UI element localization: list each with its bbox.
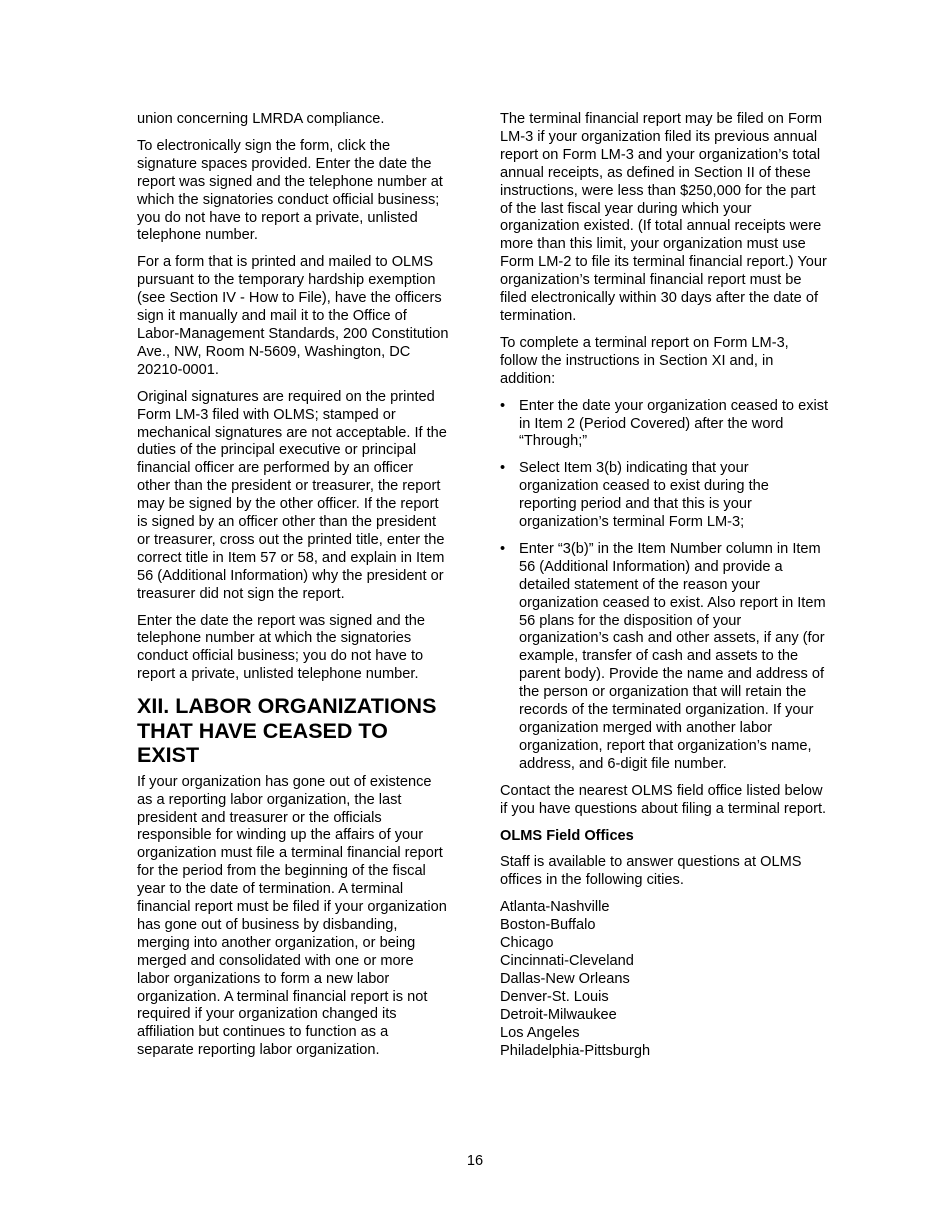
paragraph-field-offices-intro: Staff is available to answer questions at OLMS offices in the following cities. [500, 854, 802, 889]
right-column [500, 111, 830, 1060]
paragraph-lmrda-compliance: union concerning LMRDA compliance. [137, 111, 385, 127]
list-item: • Enter “3(b)” in the Item Number column in Item 56 (Additional Information) and provide a detailed statement of the reason your organization ceased to exist. Also report in Item 56 plans for the disposition of your organization’s cash and other assets, if any (for example, transfer of cash and assets to the parent body). Provide the name and address of the person or organization that will retain the records of the terminated organization. If your organization merged with another labor organization, report that organization’s name, address, and 6-digit file number. [500, 541, 830, 774]
paragraph-electronic-signature: To electronically sign the form, click the signature spaces provided. Enter the date the report was signed and the telephone number at which the signatories conduct official business; you do not have to report a private, unlisted telephone number. [137, 137, 443, 244]
city-item: Atlanta-Nashville [500, 899, 610, 916]
paragraph-original-signatures: Original signatures are required on the printed Form LM-3 filed with OLMS; stamped or mechanical signatures are not acceptable. If the duties of the principal executive or principal financial officer are performed by an officer other than the president or treasurer, the report may be signed by the other officer. If the report is signed by an officer other than the president or treasurer, cross out the printed title, enter the correct title in Item 57 or 58, and explain in Item 56 (Additional Information) why the president or treasurer did not sign the report. [137, 388, 447, 602]
city-item: Denver-St. Louis [500, 988, 609, 1005]
paragraph-out-of-existence: If your organization has gone out of existence as a reporting labor organization, the last president and treasurer or the officials responsible for winding up the affairs of your organization must file a terminal financial report for the period from the beginning of the fiscal year to the date of termination. A terminal financial report must be filed if your organization has gone out of business by disbanding, merging into another organization, or being merged and consolidated with one or more labor organizations to form a new labor organization. A terminal financial report is not required if your organization changed its affiliation but continues to function as a separate reporting labor organization. [137, 773, 447, 1059]
city-item: Los Angeles [500, 1024, 580, 1041]
paragraph-enter-date: Enter the date the report was signed and the telephone number at which the signatories conduct official business; you do not have to report a private, unlisted telephone number. [137, 612, 426, 683]
paragraph-terminal-report-form: The terminal financial report may be filed on Form LM-3 if your organization filed its previous annual report on Form LM-3 and your organization’s total annual receipts, as defined in Section II of these instructions, were less than $250,000 for the part of the last fiscal year during which your organization existed. (If total annual receipts were more than this limit, your organization must use Form LM-2 to file its terminal financial report.) Your organization’s terminal financial report must be filed electronically within 30 days after the date of termination. [500, 111, 827, 324]
left-column [137, 111, 449, 1069]
paragraph-complete-terminal-report: To complete a terminal report on Form LM-3, follow the instructions in Section XI and, in addition: [500, 334, 789, 387]
section-heading-ceased-to-exist: XII. LABOR ORGANIZATIONS THAT HAVE CEASED TO EXIST [137, 694, 437, 768]
list-item: • Enter the date your organization ceased to exist in Item 2 (Period Covered) after the word “Through;” [500, 398, 830, 452]
city-item: Cincinnati-Cleveland [500, 952, 634, 969]
list-item: • Select Item 3(b) indicating that your organization ceased to exist during the reporting period and that this is your organization’s terminal Form LM-3; [500, 460, 830, 532]
city-item: Detroit-Milwaukee [500, 1006, 617, 1023]
city-item: Philadelphia-Pittsburgh [500, 1042, 651, 1059]
paragraph-contact-field-office: Contact the nearest OLMS field office listed below if you have questions about filing a terminal report. [500, 782, 827, 817]
city-item: Boston-Buffalo [500, 917, 596, 934]
city-item: Chicago [500, 935, 554, 952]
paragraph-mailed-form: For a form that is printed and mailed to OLMS pursuant to the temporary hardship exemption (see Section IV - How to File), have the officers sign it manually and mail it to the Office of Labor-Management Standards, 200 Constitution Ave., NW, Room N-5609, Washington, DC 20210-0001. [137, 254, 449, 378]
page-number: 16 [466, 1153, 484, 1169]
instruction-list [500, 398, 830, 774]
city-item: Dallas-New Orleans [500, 970, 630, 987]
field-offices-heading: OLMS Field Offices [500, 827, 634, 844]
city-list [500, 899, 830, 1060]
